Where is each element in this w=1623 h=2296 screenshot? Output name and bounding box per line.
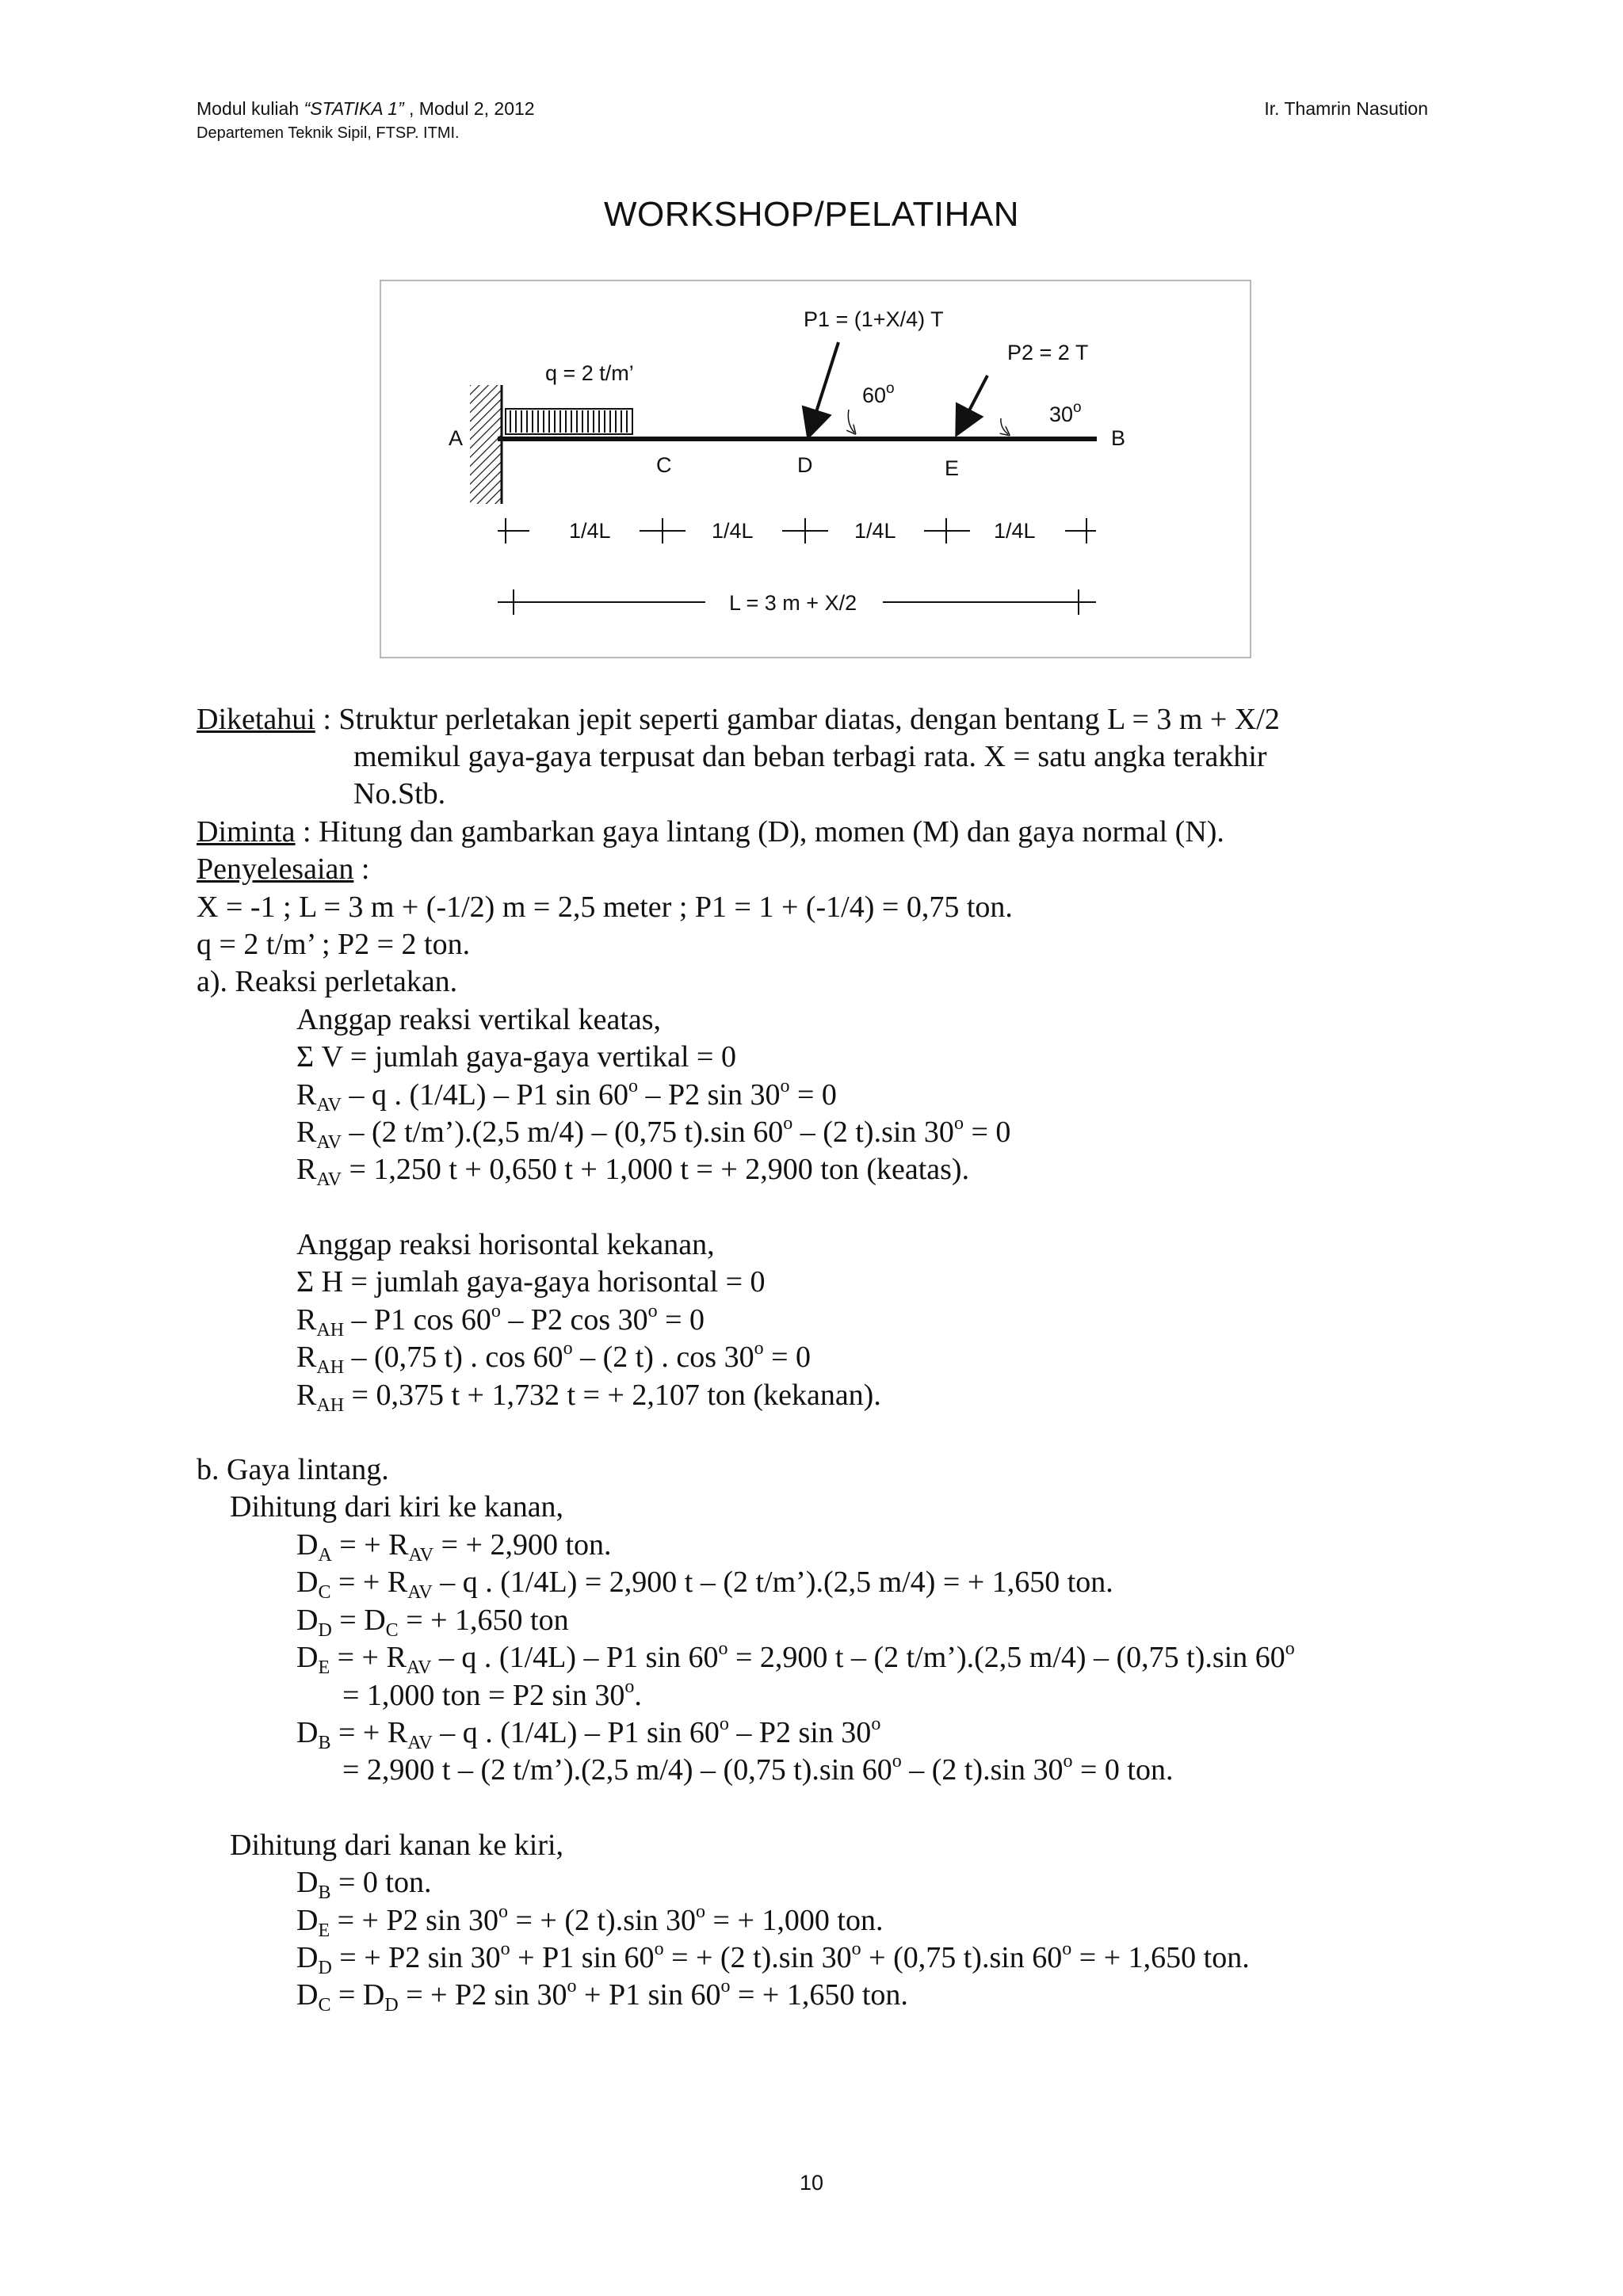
beam-diagram <box>379 279 1252 659</box>
header-module-suffix: , Modul 2, 2012 <box>403 98 535 119</box>
label-penyelesaian: Penyelesaian <box>197 852 354 886</box>
rah-equation-2: $R_{AH} - (0,75$ t) . cos 60$^o$ – (2 t) . $\cos 30^o = 0$ <box>296 1338 812 1378</box>
point-label-a: A <box>449 426 464 450</box>
point-label-c: C <box>656 453 672 477</box>
rah-equation-1: $R_{AH} - P1$ cos 60$^o$ – P2 $\cos 30^o = 0$ <box>296 1301 705 1341</box>
label-diketahui: Diketahui <box>197 703 315 736</box>
segment-label-2: 1/4L <box>712 519 754 543</box>
assume-horizontal: Anggap reaksi horisontal kekanan, <box>296 1228 715 1261</box>
shear-de-1: $D_E$ = + $R_{AV}$ – q . (1/4L) – P1 $\sin 60^o = 2,900$ t – (2 t/m’).(2,5 m/4) – (0,75 t).sin 60$^o$ <box>296 1638 1295 1678</box>
span-label: L = 3 m + X/2 <box>729 591 857 615</box>
shear-dc: $D_C$ = + $R_{AV}$ – q . (1/4L) = 2,900 t – (2 t/m’).(2,5 m/4) = + 1,650 ton. <box>296 1566 1113 1603</box>
text-line-penyelesaian <box>197 850 369 888</box>
text-line-diminta <box>197 813 1224 851</box>
given-values-2: q = 2 t/m’ ; P2 = 2 ton. <box>197 928 471 961</box>
right-to-left-heading: Dihitung dari kanan ke kiri, <box>230 1829 564 1862</box>
header-module-title: “STATIKA 1” <box>304 98 404 119</box>
rav-equation-2: $R_{AV} - (2$ t/m’).(2,5 m/4) – (0,75 t).sin 60$^o$ – (2 t).sin $30^o = 0$ <box>296 1113 1011 1153</box>
diketahui-text-3: No.Stb. <box>353 777 446 810</box>
header-department: Departemen Teknik Sipil, FTSP. ITMI. <box>197 124 460 142</box>
left-to-right-heading: Dihitung dari kiri ke kanan, <box>230 1490 564 1524</box>
diminta-text: : Hitung dan gambarkan gaya lintang (D), momen (M) dan gaya normal (N). <box>295 815 1224 849</box>
point-label-e: E <box>945 456 960 480</box>
rah-equation-3: $R_{AH} = 0,375$ t + 1,732 t = + 2,107 ton (kekanan). <box>296 1379 881 1416</box>
section-a-heading: a). Reaksi perletakan. <box>197 965 458 998</box>
load-q-label: q = 2 t/m’ <box>545 361 634 385</box>
label-diminta: Diminta <box>197 815 296 849</box>
page-title: WORKSHOP/PELATIHAN <box>603 195 1020 234</box>
shear-r-dd: $D_D$ = + P2 $\sin 30^o + P1$ $\sin 60^o$ = + (2 t).sin $30^o + (0,75$ t).sin $60^o$ = + 1,650 ton. <box>296 1939 1250 1978</box>
load-p2-label: P2 = 2 T <box>1007 341 1089 364</box>
shear-de-2: = 1,000 ton = P2 sin 30$^o$. <box>342 1676 642 1712</box>
point-label-b: B <box>1111 426 1126 450</box>
rav-equation-3: $R_{AV} = 1,250$ t + 0,650 t + 1,000 t = + 2,900 ton (keatas). <box>296 1153 970 1190</box>
sum-vertical: Σ V = jumlah gaya-gaya vertikal = 0 <box>296 1040 736 1074</box>
shear-r-dc: $D_C = D_D$ = + P2 $\sin 30^o + P1$ $\sin 60^o$ = + 1,650 ton. <box>296 1976 908 2016</box>
header-module <box>197 98 535 120</box>
segment-label-1: 1/4L <box>569 519 611 543</box>
segment-label-3: 1/4L <box>854 519 896 543</box>
page-number: 10 <box>799 2171 824 2195</box>
shear-r-de: $D_E$ = + P2 $\sin 30^o$ = + (2 t).sin $30^o$ = + 1,000 ton. <box>296 1901 884 1941</box>
diketahui-text-1: : Struktur perletakan jepit seperti gambar diatas, dengan bentang L = 3 m + X/2 <box>315 703 1280 736</box>
sum-horizontal: Σ H = jumlah gaya-gaya horisontal = 0 <box>296 1265 766 1299</box>
header-module-prefix: Modul kuliah <box>197 98 304 119</box>
distributed-load-box <box>506 409 632 434</box>
segment-label-4: 1/4L <box>994 519 1036 543</box>
point-label-d: D <box>797 453 813 477</box>
shear-dd: $D_D = D_C$ = + 1,650 ton <box>296 1604 569 1641</box>
shear-r-db: $D_B = 0$ ton. <box>296 1866 432 1903</box>
shear-db-2: = 2,900 t – (2 t/m’).(2,5 m/4) – (0,75 t).sin 60$^o$ – (2 t).sin $30^o = 0$ ton. <box>342 1751 1174 1787</box>
p2-angle-label: 30$^o$ <box>1049 399 1082 426</box>
beam-figure <box>379 279 1252 659</box>
text-line-diketahui <box>197 700 1280 738</box>
penyelesaian-colon: : <box>353 852 370 886</box>
given-values-1: X = -1 ; L = 3 m + (-1/2) m = 2,5 meter ; P1 = 1 + (-1/4) = 0,75 ton. <box>197 891 1013 924</box>
diketahui-text-2: memikul gaya-gaya terpusat dan beban terbagi rata. X = satu angka terakhir <box>353 740 1267 773</box>
section-b-heading: b. Gaya lintang. <box>197 1453 389 1486</box>
assume-vertical: Anggap reaksi vertikal keatas, <box>296 1003 662 1036</box>
header-author: Ir. Thamrin Nasution <box>1264 98 1428 119</box>
load-p1-label: P1 = (1+X/4) T <box>804 307 944 331</box>
fixed-support-hatch <box>470 385 502 504</box>
shear-da: $D_A$ = + $R_{AV}$ = + 2,900 ton. <box>296 1528 612 1566</box>
p1-angle-label: 60$^o$ <box>862 380 895 407</box>
rav-equation-1: $R_{AV}$ – q . (1/4L) – P1 sin 60$^o$ – P2 $\sin 30^o = 0$ <box>296 1076 837 1116</box>
shear-db-1: $D_B$ = + $R_{AV}$ – q . (1/4L) – P1 sin 60$^o$ – P2 sin 30$^o$ <box>296 1714 881 1753</box>
